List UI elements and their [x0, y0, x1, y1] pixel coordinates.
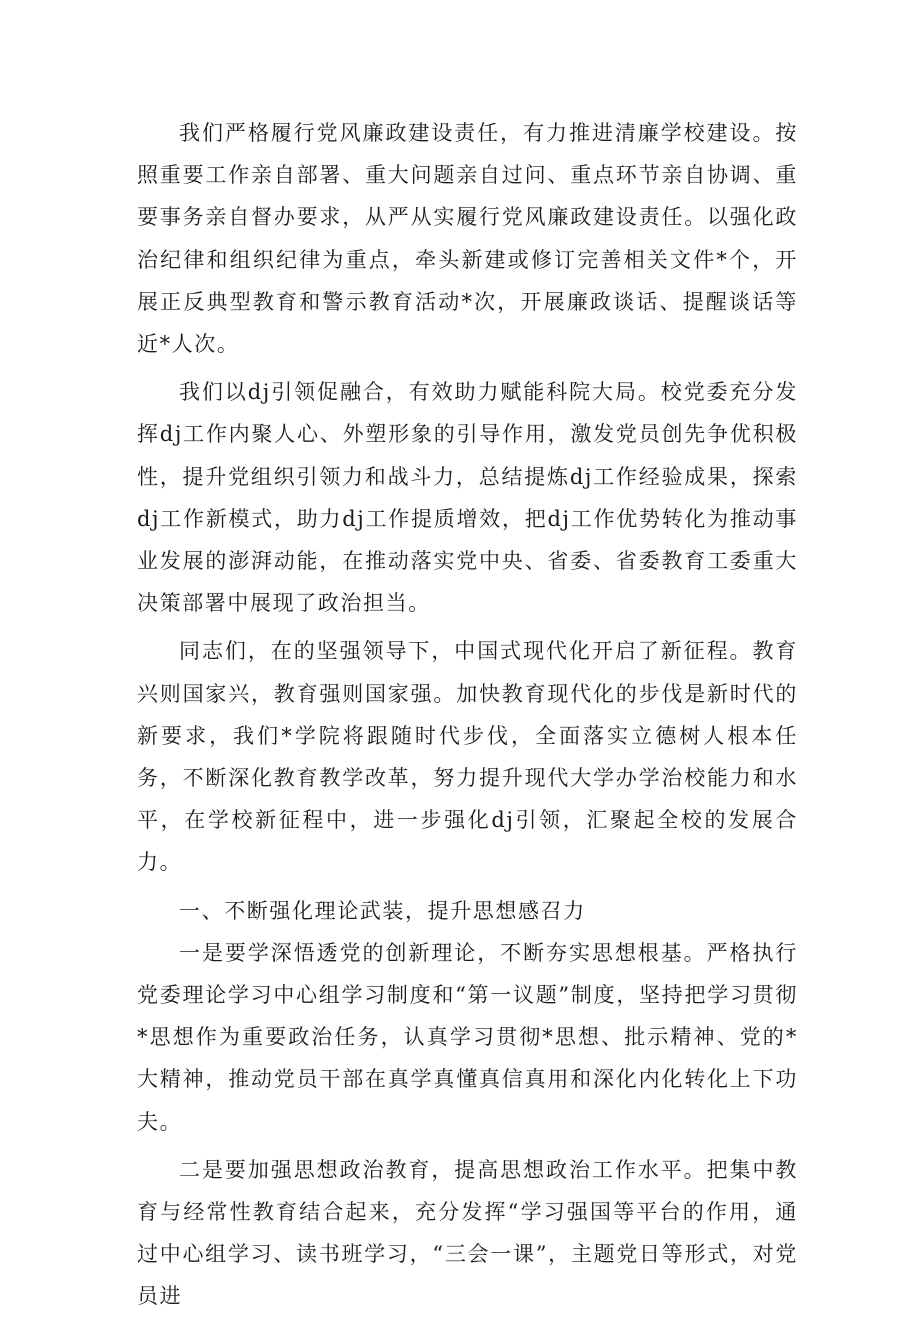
section-heading-theory: 一、不断强化理论武装，提升思想感召力	[179, 898, 586, 923]
paragraph-new-journey: 同志们，在的坚强领导下，中国式现代化开启了新征程。教育兴则国家兴，教育强则国家强。加快教育现代化的步伐是新时代的新要求，我们*学院将跟随时代步伐，全面落实立德树人根本任务，不断深化教育教学改革，努力提升现代大学办学治校能力和水平，在学校新征程中，进一步强化dj引领，汇聚起全校的发展合力。	[137, 639, 798, 875]
paragraph-point-two: 二是要加强思想政治教育，提高思想政治工作水平。把集中教育与经常性教育结合起来，充分发挥“学习强国等平台的作用，通过中心组学习、读书班学习，“三会一课”，主题党日等形式，对党员进	[137, 1157, 798, 1309]
paragraph-point-one: 一是要学深悟透党的创新理论，不断夯实思想根基。严格执行党委理论学习中心组学习制度和“第一议题”制度，坚持把学习贯彻*思想作为重要政治任务，认真学习贯彻*思想、批示精神、党的*大精神，推动党员干部在真学真懂真信真用和深化内化转化上下功夫。	[137, 940, 798, 1134]
paragraph-dj-integration: 我们以dj引领促融合，有效助力赋能科院大局。校党委充分发挥dj工作内聚人心、外塑形象的引导作用，激发党员创先争优积极性，提升党组织引领力和战斗力，总结提炼dj工作经验成果，探索dj工作新模式，助力dj工作提质增效，把dj工作优势转化为推动事业发展的澎湃动能，在推动落实党中央、省委、省委教育工委重大决策部署中展现了政治担当。	[137, 380, 798, 616]
document-body	[137, 112, 798, 1324]
paragraph-party-conduct: 我们严格履行党风廉政建设责任，有力推进清廉学校建设。按照重要工作亲自部署、重大问题亲自过问、重点环节亲自协调、重要事务亲自督办要求，从严从实履行党风廉政建设责任。以强化政治纪律和组织纪律为重点，牵头新建或修订完善相关文件*个，开展正反典型教育和警示教育活动*次，开展廉政谈话、提醒谈话等近*人次。	[137, 121, 798, 357]
